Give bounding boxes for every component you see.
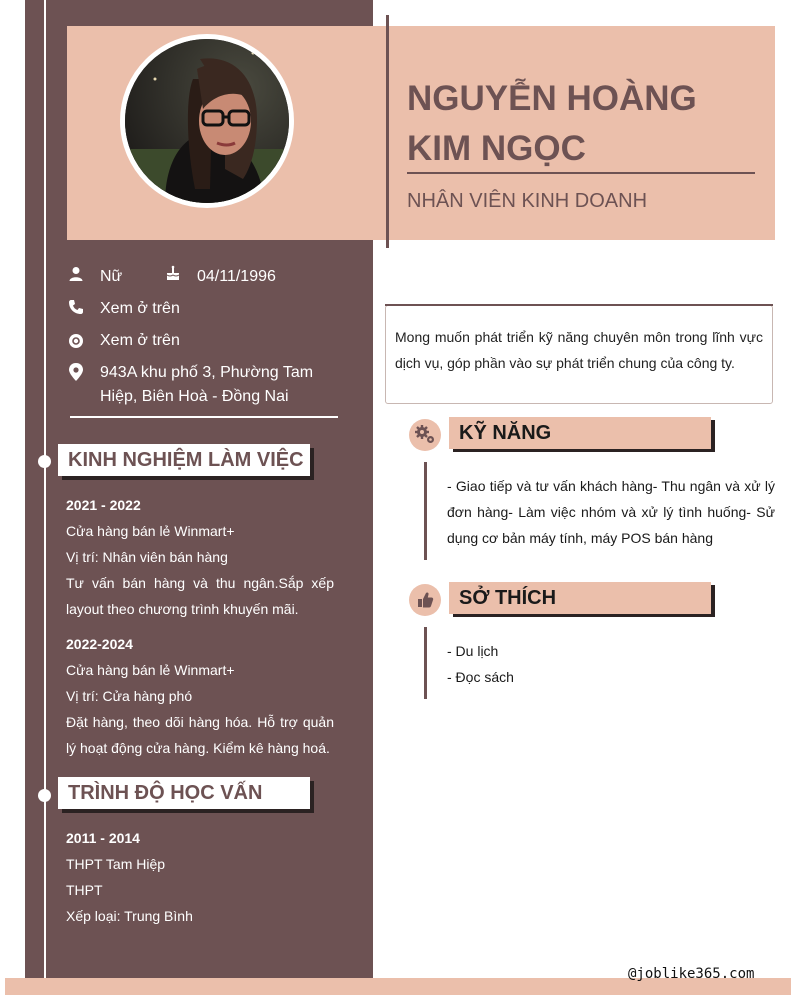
experience-position: Vị trí: Cửa hàng phó: [66, 688, 193, 704]
timeline-dot: [38, 789, 51, 802]
experience-company: Cửa hàng bán lẻ Winmart+: [66, 523, 235, 539]
name-underline: [407, 172, 755, 174]
experience-item: [66, 631, 334, 761]
education-heading: TRÌNH ĐỘ HỌC VẤN: [58, 777, 310, 809]
experience-description: Tư vấn bán hàng và thu ngân.Sắp xếp layout theo chương trình khuyến mãi.: [66, 575, 334, 617]
experience-heading: KINH NGHIỆM LÀM VIỆC: [58, 444, 310, 476]
experience-company: Cửa hàng bán lẻ Winmart+: [66, 662, 235, 678]
experience-description: Đặt hàng, theo dõi hàng hóa. Hỗ trợ quản lý hoạt động cửa hàng. Kiểm kê hàng hoá.: [66, 714, 334, 756]
location-pin-icon: [68, 363, 84, 379]
hobbies-heading: SỞ THÍCH: [449, 582, 711, 614]
address-line-2: Hiệp, Biên Hoà - Đồng Nai: [100, 388, 289, 405]
sidebar-divider: [70, 416, 338, 418]
email-icon: [68, 333, 84, 349]
birthday-value: 04/11/1996: [197, 268, 276, 285]
experience-date: 2021 - 2022: [66, 497, 141, 513]
education-item: [66, 825, 334, 929]
hobbies-list: [447, 638, 775, 690]
full-name: [407, 74, 767, 174]
gears-icon: [409, 419, 441, 451]
thumbs-up-icon: [409, 584, 441, 616]
user-icon: [68, 266, 84, 282]
experience-position: Vị trí: Nhân viên bán hàng: [66, 549, 228, 565]
objective-top-border: [385, 304, 773, 306]
job-title: NHÂN VIÊN KINH DOANH: [407, 190, 648, 212]
name-line-1: NGUYỄN HOÀNG: [407, 79, 697, 118]
name-line-2: KIM NGỌC: [407, 129, 586, 168]
birthday-cake-icon: [165, 265, 181, 281]
timeline-dot: [38, 455, 51, 468]
timeline-line: [44, 0, 46, 978]
email-value: Xem ở trên: [100, 332, 180, 349]
education-grade: Xếp loại: Trung Bình: [66, 908, 193, 924]
education-school: THPT Tam Hiệp: [66, 856, 166, 872]
hobby-item: - Du lịch: [447, 643, 499, 659]
skills-text: - Giao tiếp và tư vấn khách hàng- Thu ngân và xử lý đơn hàng- Làm việc nhóm và xử lý tình huống- Sử dụng cơ bản máy tính, máy POS bán hàng: [447, 478, 775, 546]
gender-value: Nữ: [100, 268, 123, 285]
address: [100, 361, 313, 409]
watermark: @joblike365.com: [628, 966, 755, 982]
experience-date: 2022-2024: [66, 636, 133, 652]
header-divider: [386, 15, 389, 248]
hobby-item: - Đọc sách: [447, 669, 514, 685]
career-objective: Mong muốn phát triển kỹ năng chuyên môn trong lĩnh vực dịch vụ, góp phần vào sự phát triển chung của công ty.: [385, 305, 773, 404]
skills-line: [424, 462, 427, 560]
avatar: [120, 34, 294, 208]
phone-value: Xem ở trên: [100, 300, 180, 317]
address-line-1: 943A khu phố 3, Phường Tam: [100, 364, 314, 381]
avatar-photo: [125, 39, 289, 203]
skills-heading: KỸ NĂNG: [449, 417, 711, 449]
hobbies-line: [424, 627, 427, 699]
experience-item: [66, 492, 334, 622]
education-date: 2011 - 2014: [66, 830, 140, 846]
phone-icon: [68, 299, 84, 315]
education-level: THPT: [66, 882, 103, 898]
